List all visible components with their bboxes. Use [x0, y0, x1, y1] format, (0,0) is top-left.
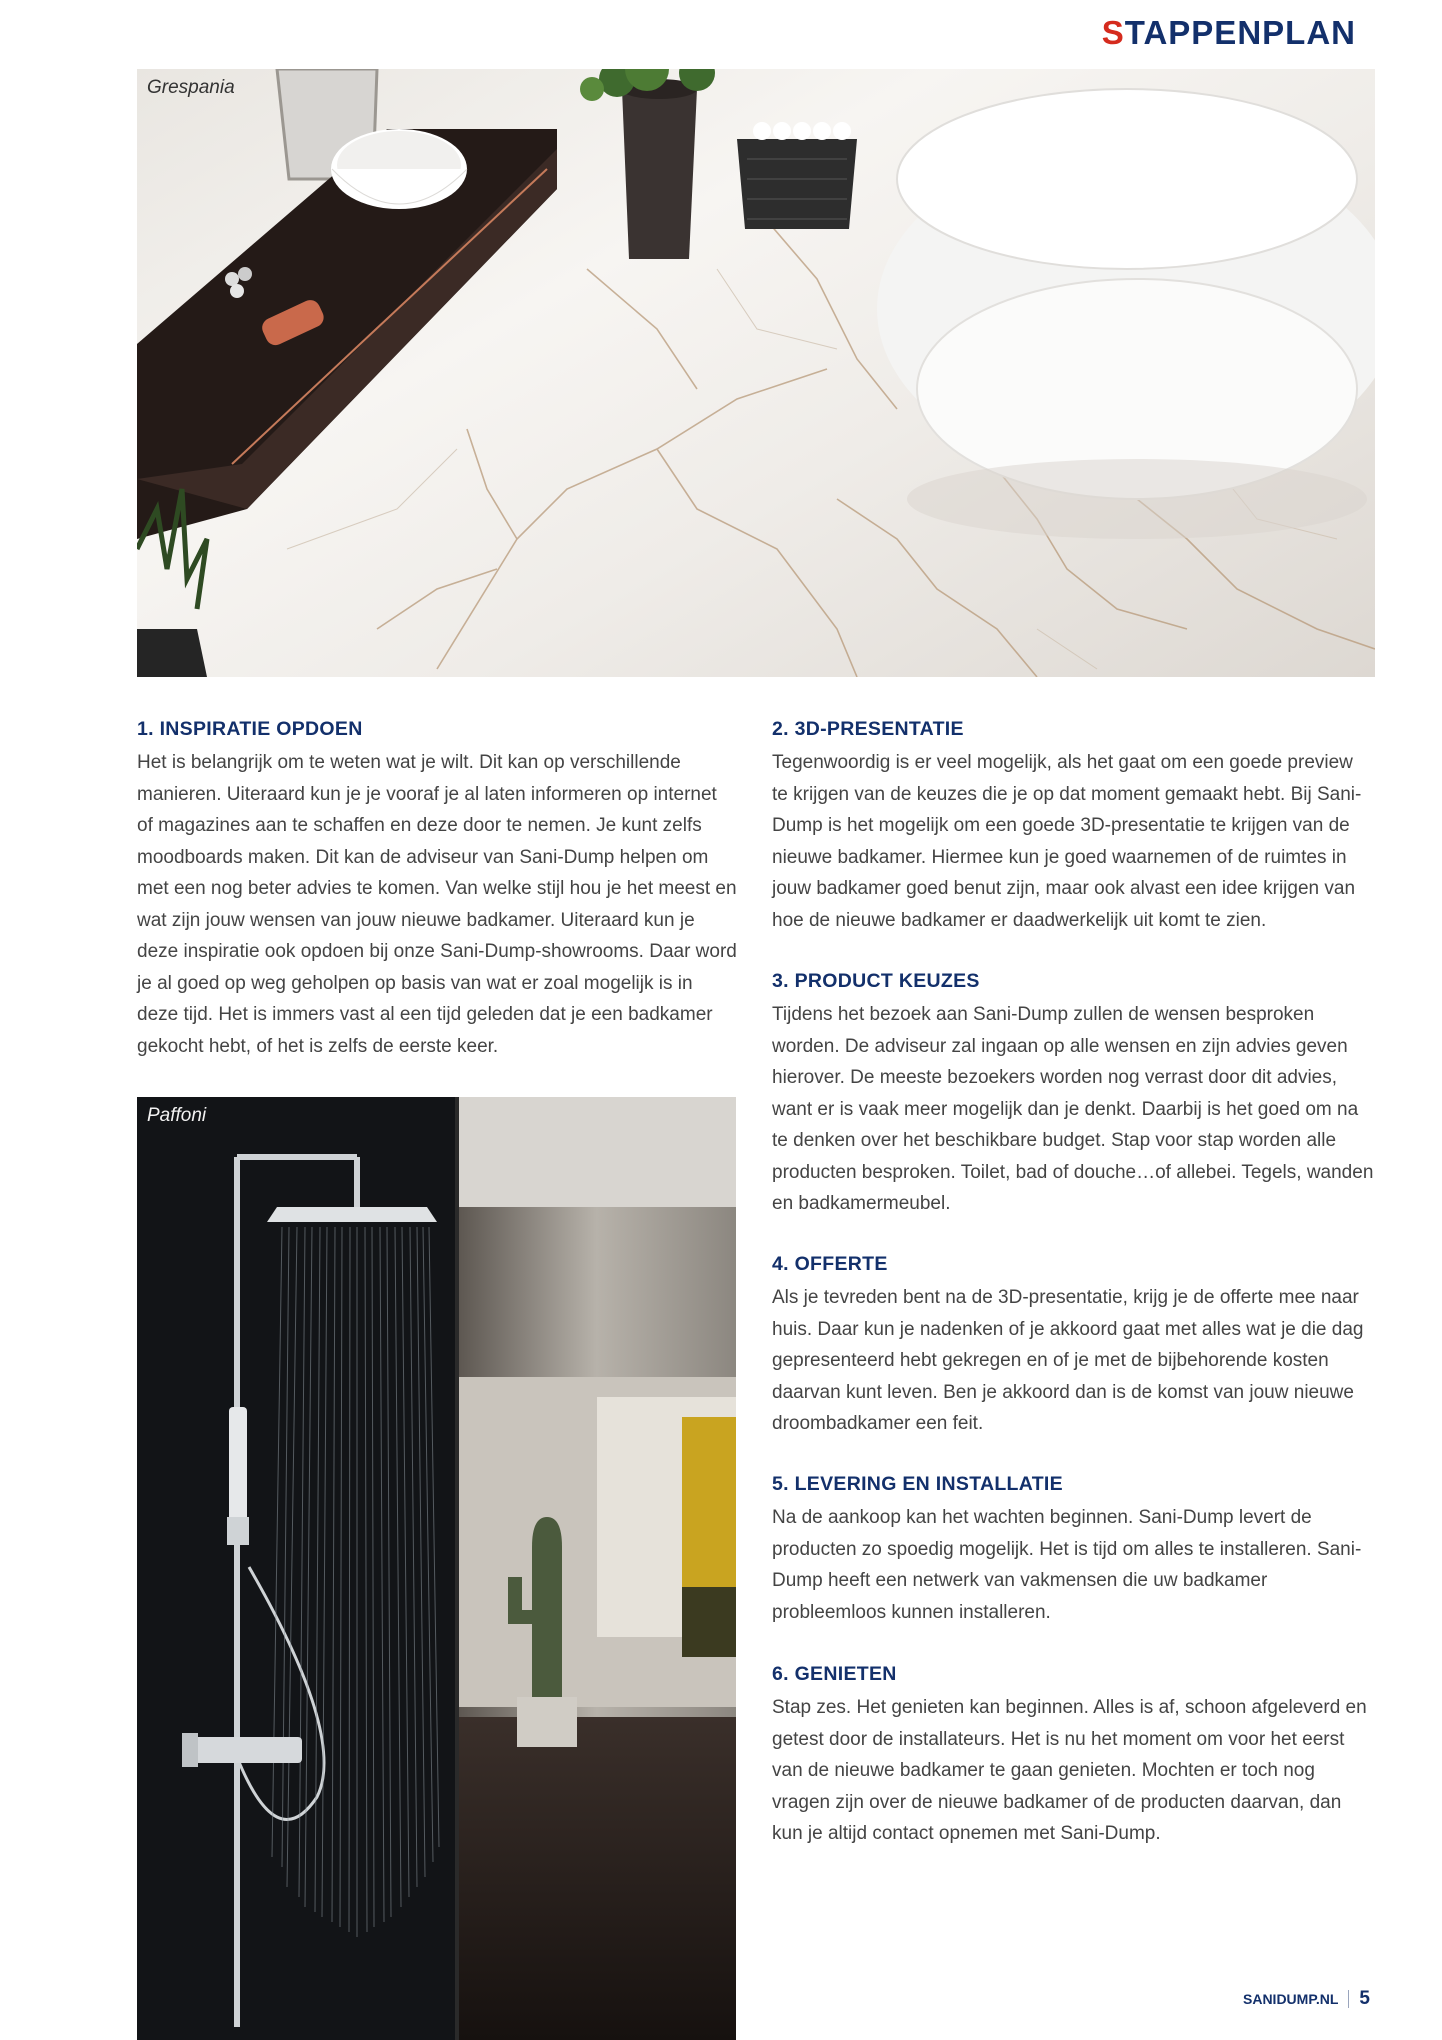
- section-body: Tijdens het bezoek aan Sani-Dump zullen de wensen besproken worden. De adviseur zal ingaan op alle wensen en zijn advies geven hierover. De meeste bezoekers worden nog verrast door dit advies, want er is vaak meer mogelijk dan je denkt. Daarbij is het goed om na te denken over het beschikbare budget. Stap voor stap worden alle producten besproken. Toilet, bad of douche…of allebei. Tegels, wanden en badkamermeubel.: [772, 1004, 1374, 1214]
- section-genieten: [772, 1663, 1374, 1850]
- section-title: 5. LEVERING EN INSTALLATIE: [772, 1473, 1063, 1495]
- footer-divider: [1348, 1990, 1349, 2008]
- section-body: Tegenwoordig is er veel mogelijk, als het gaat om een goede preview te krijgen van de keuzes die je op dat moment gemaakt hebt. Bij Sani-Dump is het mogelijk om een goede 3D-presentatie te krijgen van de nieuwe badkamer. Hiermee kun je goed waarnemen of de ruimtes in jouw badkamer goed benut zijn, maar ook alvast een idee krijgen van hoe de nieuwe badkamer er daadwerkelijk uit komt te zien.: [772, 752, 1362, 931]
- page-title-rest: TAPPENPLAN: [1124, 14, 1356, 51]
- top-photo: [137, 69, 1375, 677]
- section-title: 1. INSPIRATIE OPDOEN: [137, 718, 363, 740]
- section-body: Het is belangrijk om te weten wat je wilt. Dit kan op verschillende manieren. Uiteraard kun je je vooraf je al laten informeren op internet of magazines aan te schaffen en deze door te nemen. Je kunt zelfs moodboards maken. Dit kan de adviseur van Sani-Dump helpen om met een nog beter advies te komen. Van welke stijl hou je het meest en wat zijn jouw wensen van jouw nieuwe badkamer. Uiteraard kun je deze inspiratie ook opdoen bij onze Sani-Dump-showrooms. Daar word je al goed op weg geholpen op basis van wat er zoal mogelijk is in deze tijd. Het is immers vast al een tijd geleden dat je een badkamer gekocht hebt, of het is zelfs de eerste keer.: [137, 752, 737, 1057]
- section-offerte: [772, 1253, 1374, 1440]
- bottom-photo: [137, 1097, 736, 2040]
- bathroom-illustration: [137, 69, 1375, 677]
- section-body: Als je tevreden bent na de 3D-presentatie, krijg je de offerte mee naar huis. Daar kun je nadenken of je akkoord gaat met alles wat je die dag gepresenteerd hebt gekregen en of je met de bijbehorende kosten daarvan kunt leven. Ben je akkoord dan is de komst van jouw nieuwe droombadkamer een feit.: [772, 1287, 1364, 1434]
- section-product-keuzes: [772, 970, 1374, 1220]
- section-title: 4. OFFERTE: [772, 1253, 888, 1275]
- section-title: 2. 3D-PRESENTATIE: [772, 718, 964, 740]
- section-levering-installatie: [772, 1473, 1374, 1628]
- section-title: 6. GENIETEN: [772, 1663, 897, 1685]
- footer-site-link[interactable]: SANIDUMP.NL: [1243, 1991, 1339, 2007]
- section-body: Na de aankoop kan het wachten beginnen. Sani-Dump levert de producten zo spoedig mogelijk. Het is tijd om alles te installeren. Sani-Dump heeft een netwerk van vakmensen die uw badkamer probleemloos kunnen installeren.: [772, 1507, 1362, 1623]
- bottom-photo-caption: Paffoni: [147, 1105, 207, 1126]
- page-title: [1102, 14, 1356, 52]
- section-3d-presentatie: [772, 718, 1374, 936]
- page-footer: [1243, 1988, 1370, 2010]
- shower-illustration: [137, 1097, 736, 2040]
- page-number: 5: [1359, 1988, 1370, 2009]
- section-title: 3. PRODUCT KEUZES: [772, 970, 980, 992]
- top-photo-caption: Grespania: [147, 77, 235, 98]
- section-body: Stap zes. Het genieten kan beginnen. Alles is af, schoon afgeleverd en getest door de installateurs. Het is nu het moment om voor het eerst van de nieuwe badkamer te gaan genieten. Mochten er toch nog vragen zijn over de nieuwe badkamer of de producten daarvan, dan kun je altijd contact opnemen met Sani-Dump.: [772, 1697, 1367, 1844]
- section-inspiratie: [137, 718, 737, 1062]
- page-title-first-letter: S: [1101, 14, 1125, 51]
